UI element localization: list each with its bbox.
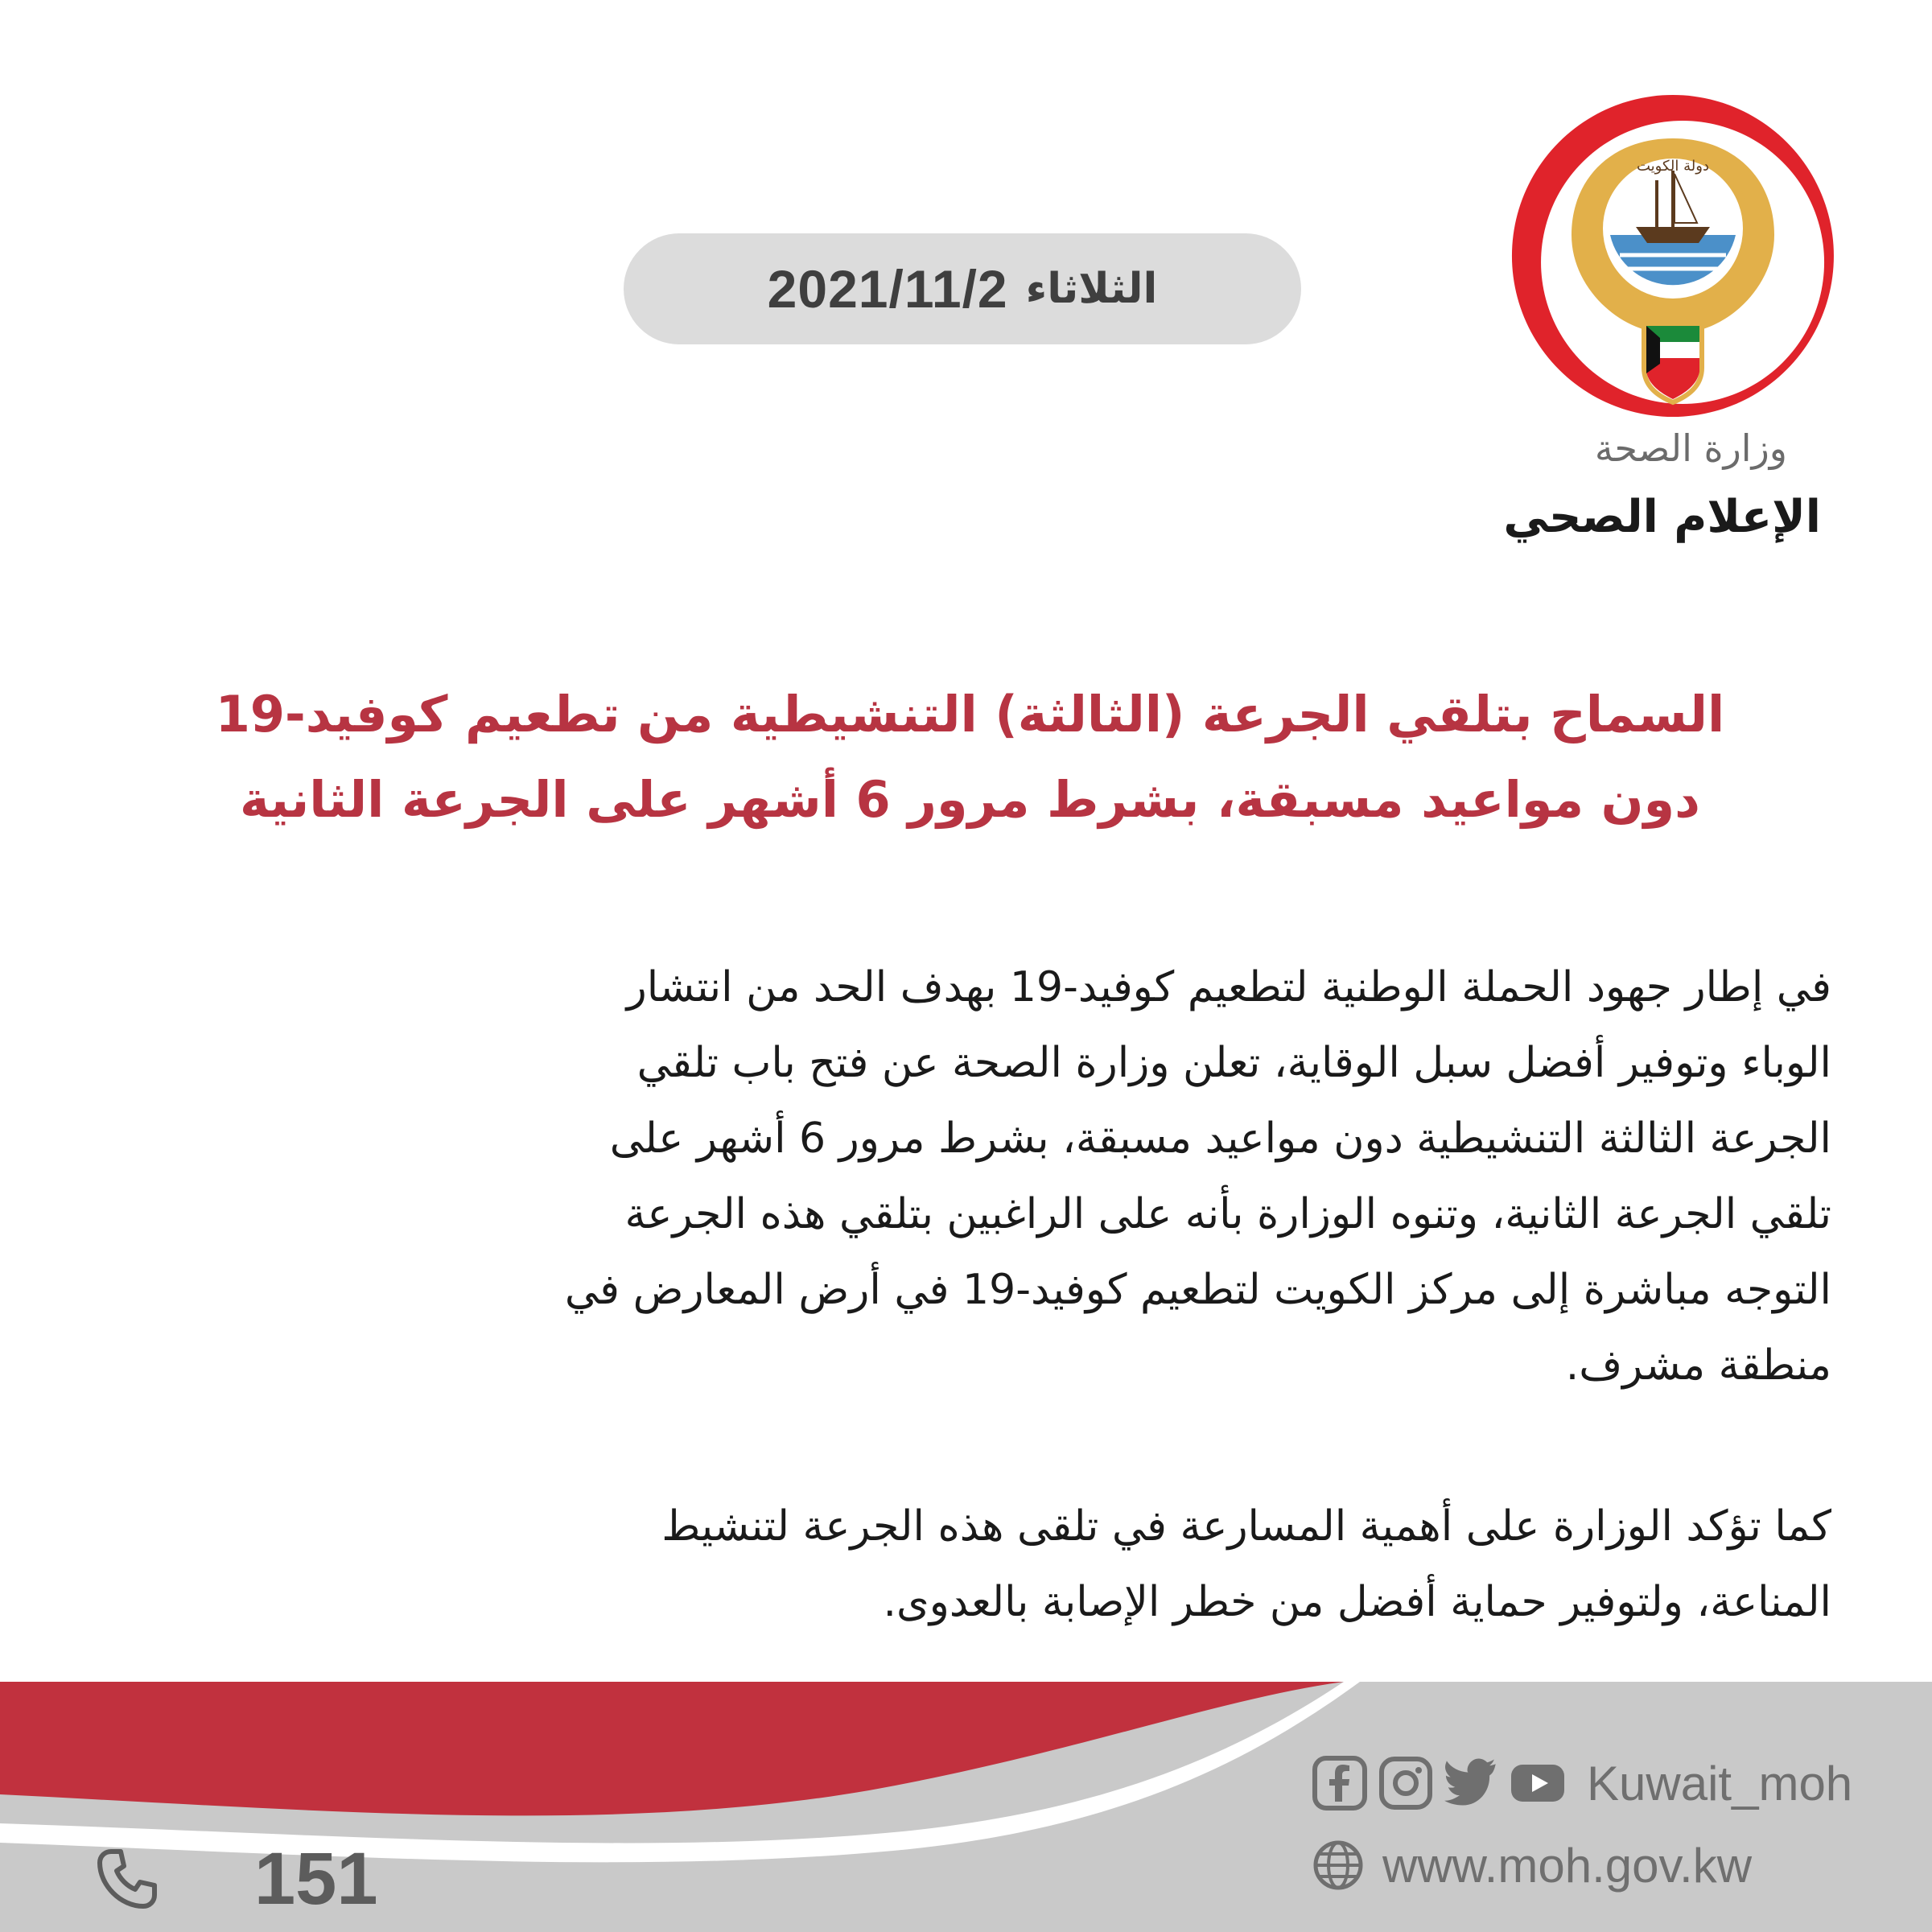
youtube-icon[interactable] (1510, 1755, 1566, 1811)
ministry-emblem-logo (1507, 90, 1839, 422)
emblem-lettering: دولة الكويت (1637, 158, 1709, 175)
headline (113, 672, 1827, 842)
body-line: في إطار جهود الحملة الوطنية لتطعيم كوفيد-19 بهدف الحد من انتشار (626, 963, 1831, 1011)
social-links (1312, 1754, 1852, 1812)
twitter-icon[interactable] (1444, 1755, 1500, 1811)
date-value: 2021/11/2 (767, 259, 1008, 319)
body-line: كما تؤكد الوزارة على أهمية المسارعة في تلقى هذه الجرعة لتنشيط (661, 1502, 1831, 1551)
date-day: الثلاثاء (1025, 265, 1158, 313)
body-line: تلقي الجرعة الثانية، وتنوه الوزارة بأنه على الراغبين بتلقي هذه الجرعة (624, 1190, 1831, 1238)
social-handle[interactable]: Kuwait_moh (1587, 1756, 1853, 1810)
facebook-icon[interactable] (1312, 1755, 1368, 1811)
body-line: منطقة مشرف. (1565, 1341, 1831, 1390)
body-line: الجرعة الثالثة التنشيطية دون مواعيد مسبقة، بشرط مرور 6 أشهر على (609, 1114, 1831, 1163)
instagram-icon[interactable] (1378, 1755, 1434, 1811)
hotline (97, 1835, 378, 1923)
ministry-name: وزارة الصحة (1594, 426, 1787, 470)
body-line: الوباء وتوفير أفضل سبل الوقاية، تعلن وزارة الصحة عن فتح باب تلقي (636, 1039, 1831, 1087)
headline-line: السماح بتلقي الجرعة (الثالثة) التنشيطية من تطعيم كوفيد-19 (215, 685, 1725, 744)
headline-line: دون مواعيد مسبقة، بشرط مرور 6 أشهر على الجرعة الثانية (240, 770, 1700, 829)
body-paragraph-1 (97, 950, 1831, 1403)
body-line: التوجه مباشرة إلى مركز الكويت لتطعيم كوفيد-19 في أرض المعارض في (564, 1266, 1831, 1314)
body-paragraph-2 (97, 1489, 1831, 1640)
phone-icon (97, 1848, 158, 1909)
hotline-number[interactable]: 151 (254, 1837, 378, 1920)
globe-icon (1312, 1839, 1365, 1892)
body-line: المناعة، ولتوفير حماية أفضل من خطر الإصابة بالعدوى. (883, 1578, 1831, 1626)
date-badge (624, 233, 1301, 344)
website-link[interactable] (1312, 1836, 1752, 1894)
department-name: الإعلام الصحي (1503, 491, 1821, 543)
website-url[interactable]: www.moh.gov.kw (1382, 1838, 1753, 1893)
